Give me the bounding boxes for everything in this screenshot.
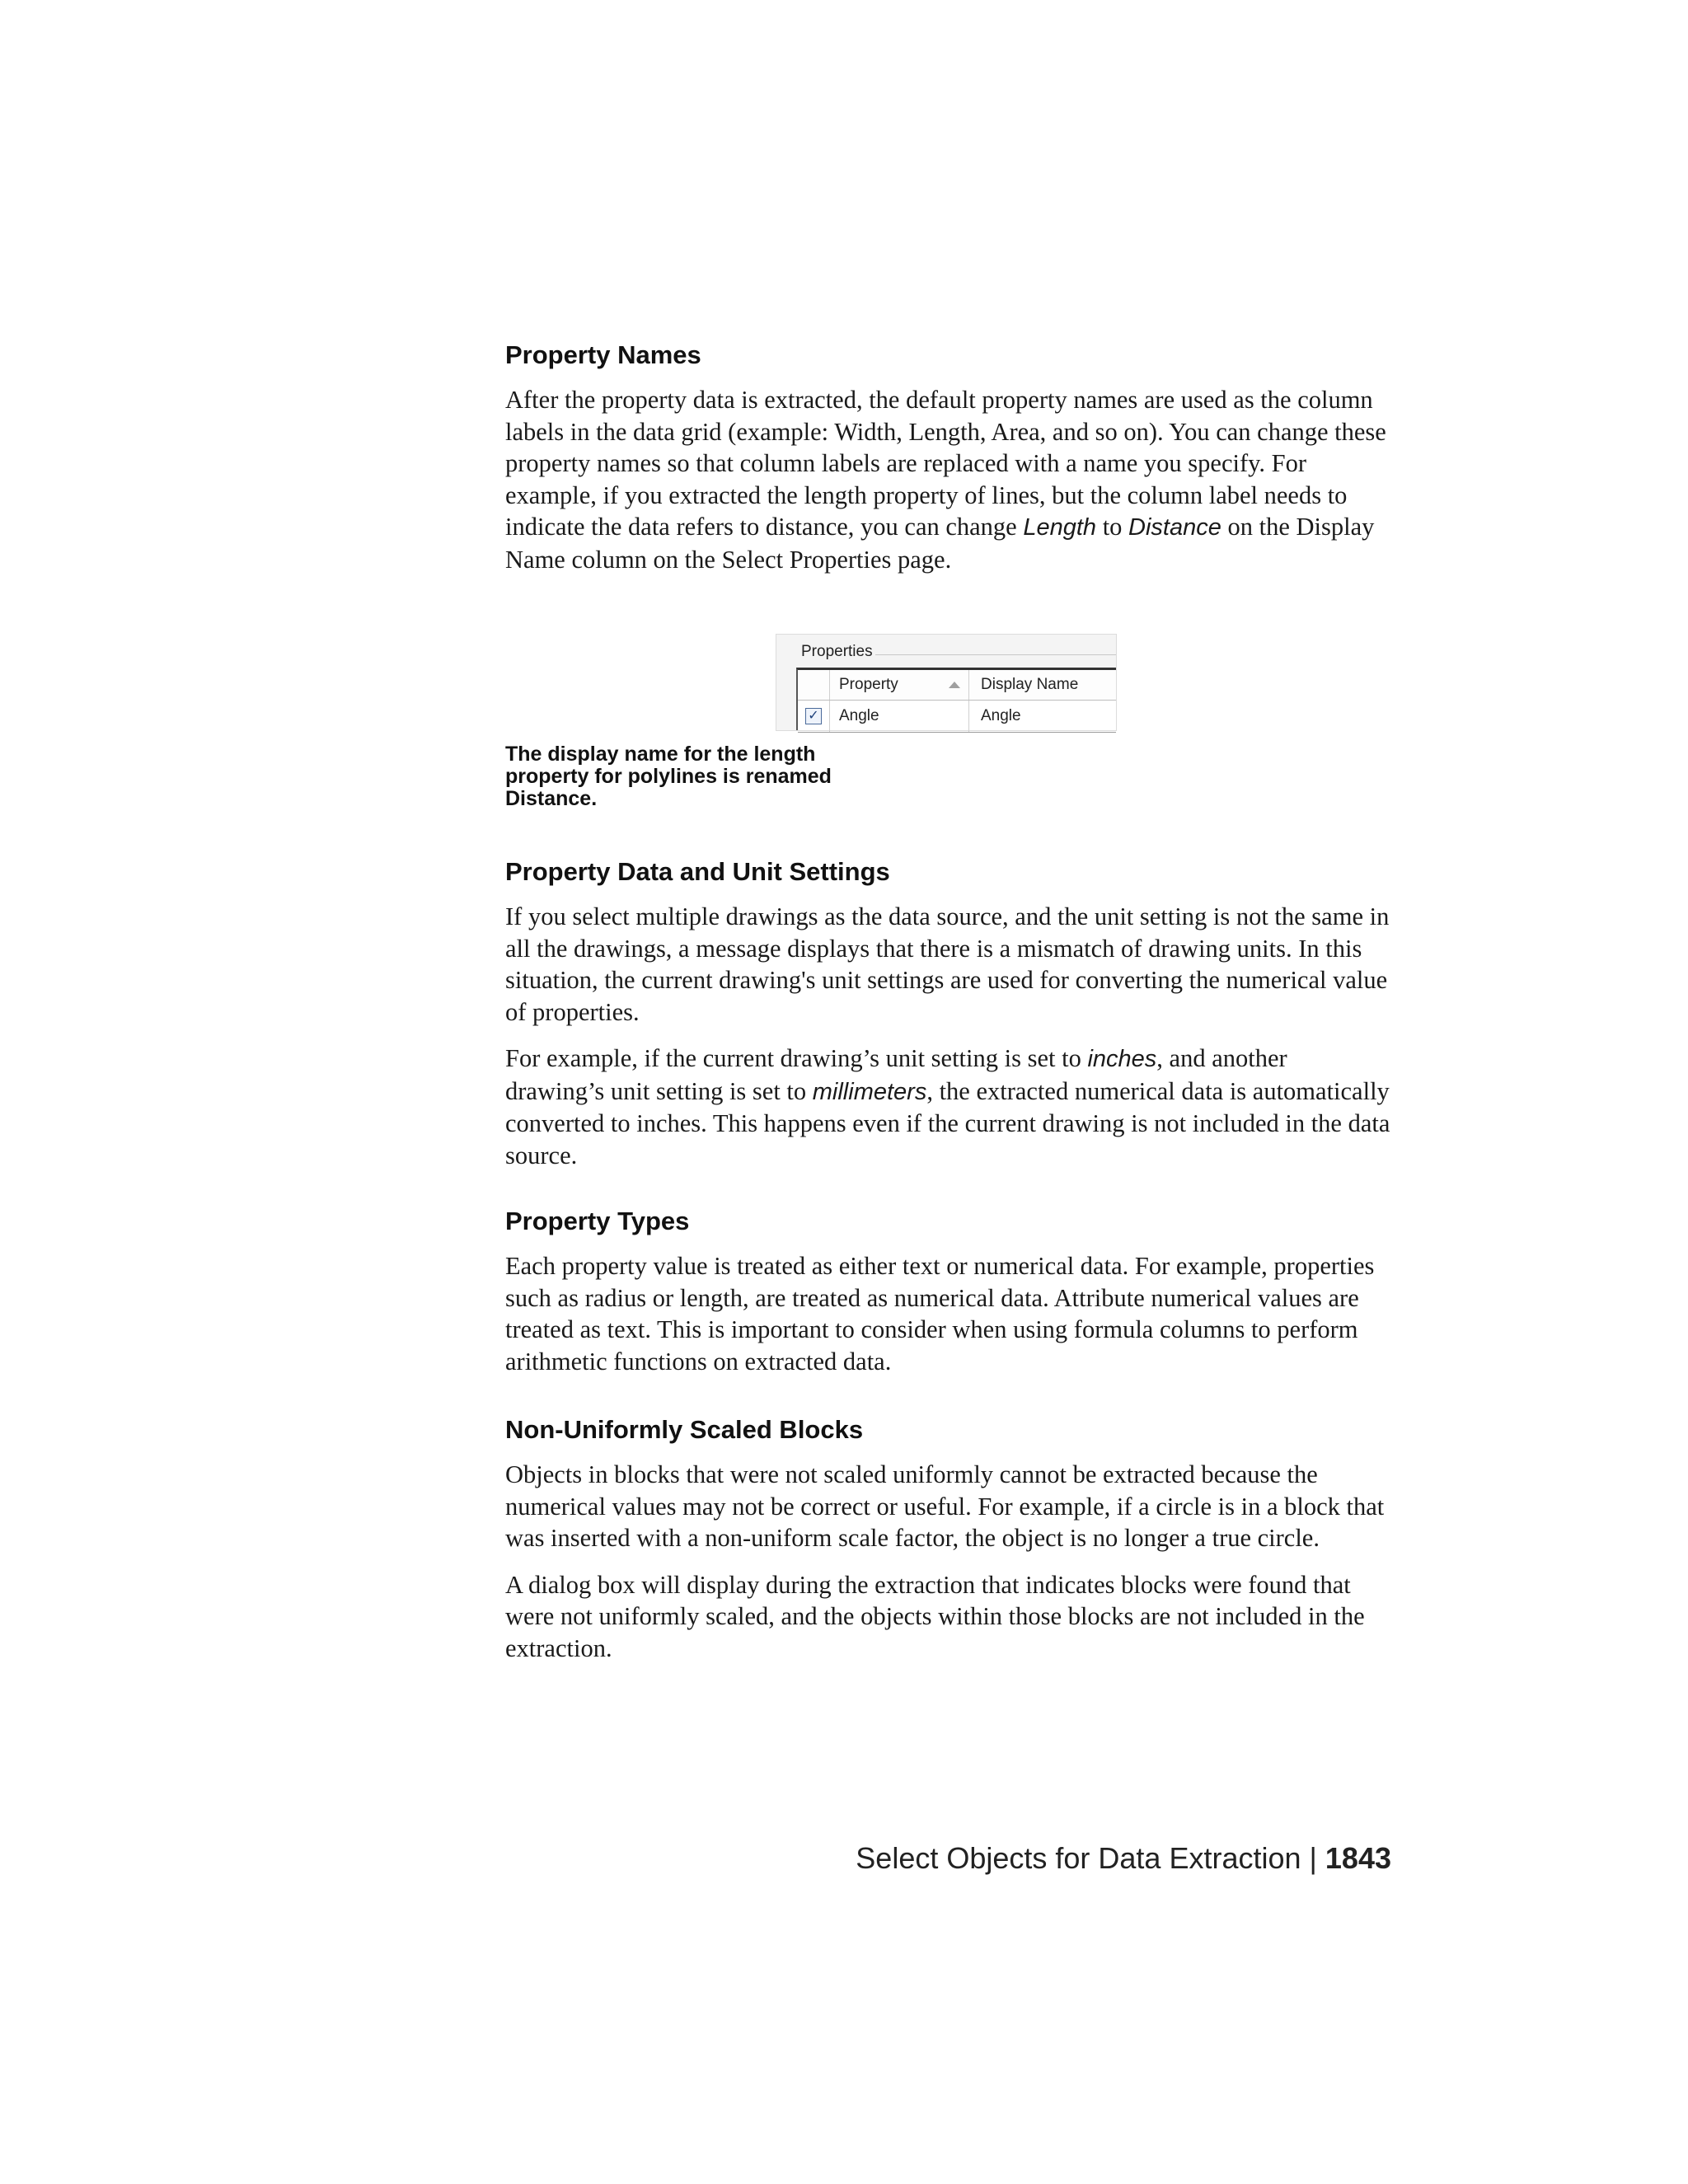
paragraph-unit-settings-2: For example, if the current drawing’s unit setting is set to inches, and another drawing’s unit setting is set to millimeters, the extracted numerical data is automatically converted to inches. This happens even if the current drawing is not included in the data source. — [505, 1044, 1390, 1169]
cell-display-name[interactable]: Angle — [981, 707, 1021, 724]
properties-group-title: Properties — [801, 643, 873, 660]
paragraph-non-uniform-2: A dialog box will display during the extraction that indicates blocks were found that were not uniformly scaled, and the objects within those blocks are not included in the extraction. — [505, 1570, 1365, 1662]
heading-unit-settings: Property Data and Unit Settings — [505, 857, 890, 886]
cell-property: Angle — [829, 701, 969, 732]
section-property-types — [505, 1205, 1391, 1377]
page-footer — [856, 1841, 1391, 1876]
section-property-names — [505, 339, 1391, 575]
paragraph-non-uniform-1: Objects in blocks that were not scaled uniformly cannot be extracted because the numerical values may not be correct or useful. For example, if a circle is in a block that was inserted with a non-uniform scale factor, the object is no longer a true circle. — [505, 1460, 1385, 1552]
heading-non-uniform: Non-Uniformly Scaled Blocks — [505, 1415, 864, 1444]
column-header-display-name[interactable]: Display Name — [981, 676, 1079, 693]
check-icon: ✓ — [808, 709, 819, 723]
sort-ascending-icon — [949, 682, 960, 688]
paragraph-property-types: Each property value is treated as either text or numerical data. For example, properties such as radius or length, are treated as numerical data. Attribute numerical values are treated as text. This is important to consider when using formula columns to perform arithmetic functions on extracted data. — [505, 1252, 1375, 1376]
section-unit-settings — [505, 855, 1391, 1171]
heading-property-names: Property Names — [505, 340, 701, 369]
page-number: 1843 — [1325, 1841, 1391, 1875]
figure-caption: The display name for the length property for polylines is renamed Distance. — [505, 743, 832, 810]
section-non-uniform — [505, 1413, 1391, 1664]
paragraph-unit-settings-1: If you select multiple drawings as the data source, and the unit setting is not the same in all the drawings, a message displays that there is a mismatch of drawing units. In this situation, the current drawing's unit settings are used for converting the numerical value of properties. — [505, 902, 1390, 1026]
row-checkbox[interactable] — [805, 708, 822, 724]
heading-property-types: Property Types — [505, 1207, 690, 1235]
column-header-property[interactable]: Property — [829, 670, 969, 700]
properties-grid-figure — [776, 634, 1117, 731]
paragraph-property-names: After the property data is extracted, the default property names are used as the column labels in the data grid (example: Width, Length, Area, and so on). You can change these property names so that column labels are replaced with a name you specify. For example, if you extracted the length property of lines, but the column label needs to indicate the data refers to distance, you can change Length to Distance on the Display Name column on the Select Properties page. — [505, 386, 1386, 574]
footer-section-title: Select Objects for Data Extraction | — [856, 1841, 1317, 1875]
properties-grid — [796, 668, 1116, 730]
grid-header — [798, 670, 1116, 701]
table-row — [798, 701, 1116, 733]
